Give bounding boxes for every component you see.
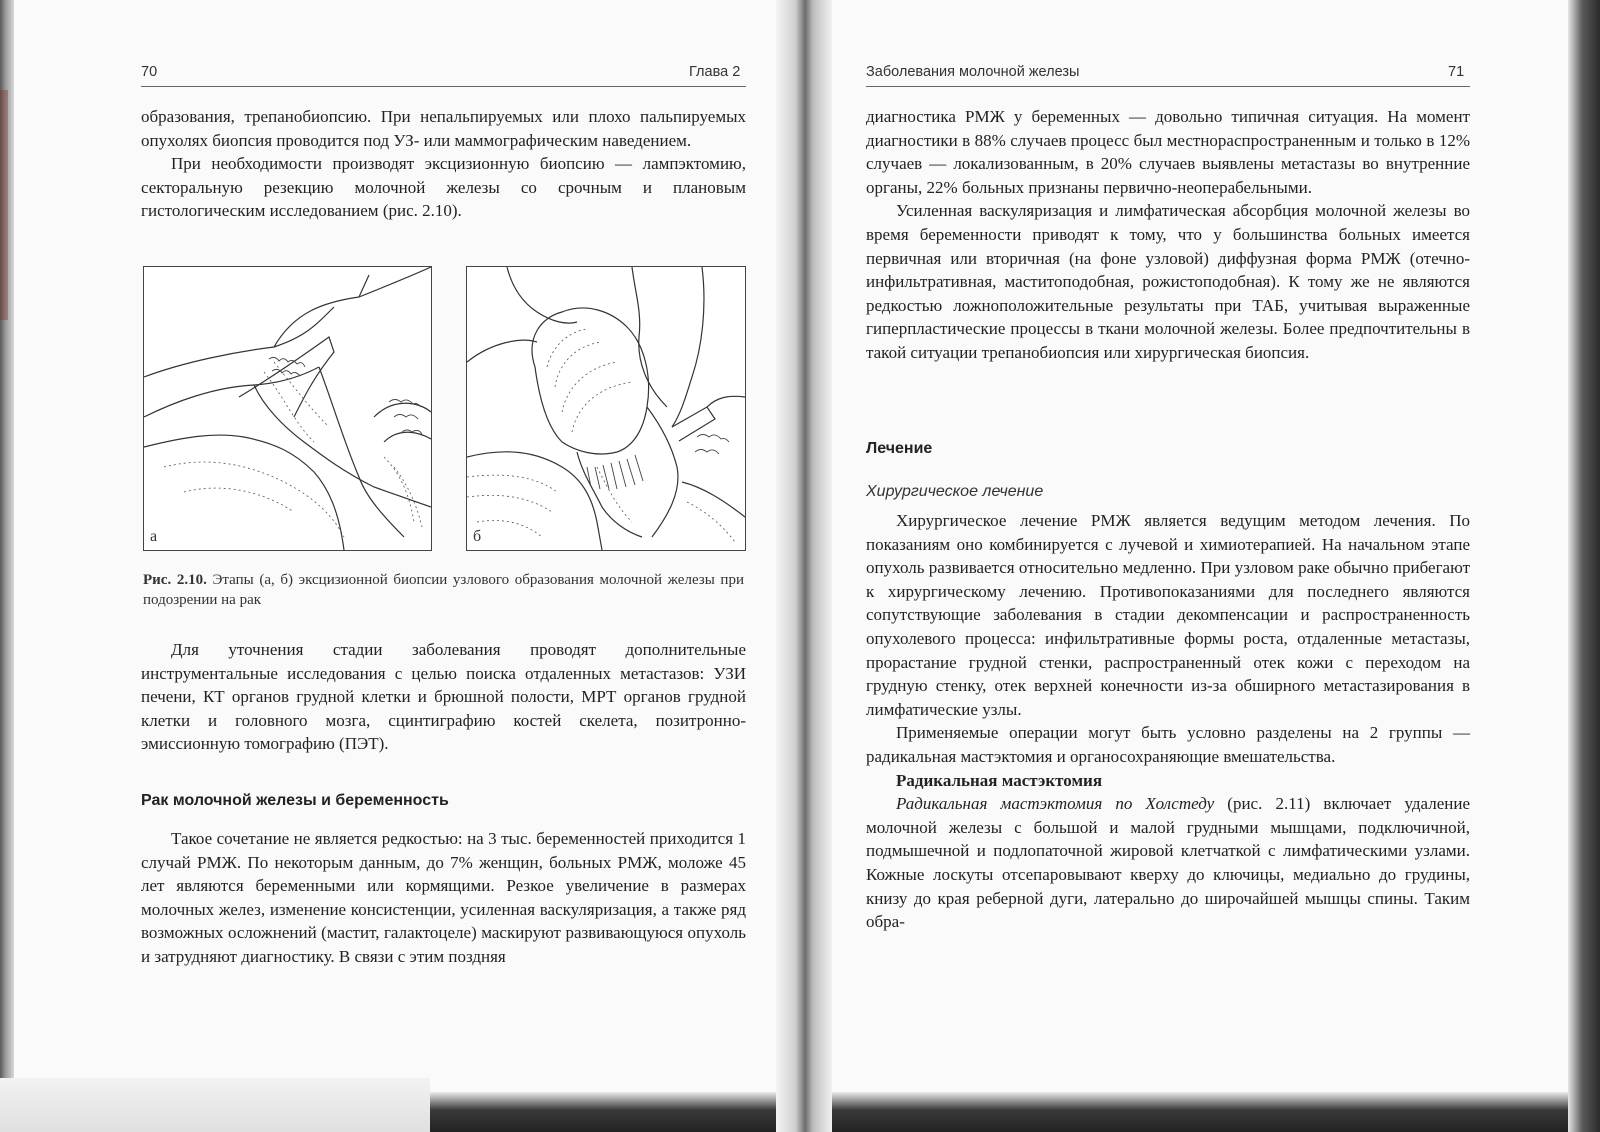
- figure-panel-label: а: [150, 528, 158, 545]
- page-number-left: 70: [141, 64, 158, 80]
- left-page: [0, 0, 780, 1132]
- biopsy-illustration-a: [144, 267, 431, 550]
- running-head-right: Заболевания молочной железы: [866, 64, 1080, 80]
- paragraph: [866, 792, 1470, 934]
- paragraph: Такое сочетание не является редкостью: на 3 тыс. беременностей приходится 1 случай РМЖ. По некоторым данным, до 7% женщин, больных РМЖ, моложе 45 лет являются беременными или кормящими. Резкое увеличение в размерах молочных желез, изменение консистенции, усиленная васкуляризация, а также ряд возможных осложнений (мастит, галактоцеле) маскируют развивающуюся опухоль и затрудняют диагностику. В связи с этим поздняя: [141, 829, 746, 966]
- paragraph: Применяемые операции могут быть условно разделены на 2 группы — радикальная мастэктомия и органосохраняющие вмешательства.: [866, 723, 1470, 766]
- figure-panel-label: б: [473, 528, 482, 545]
- text-block-right-bottom: [866, 509, 1470, 934]
- figure-caption-text: Этапы (а, б) эксцизионной биопсии узлового образования молочной железы при подозрении на рак: [143, 572, 744, 608]
- subsection-heading: Хирургическое лечение: [866, 483, 1044, 500]
- page-number-right: 71: [1448, 64, 1465, 80]
- paragraph: При необходимости производят эксцизионную биопсию — лампэктомию, секторальную резекцию молочной железы со срочным и плановым гистологическим исследованием (рис. 2.10).: [141, 154, 746, 221]
- biopsy-illustration-b: [467, 267, 745, 550]
- section-heading: Рак молочной железы и беременность: [141, 792, 449, 809]
- header-rule-right: [866, 86, 1470, 87]
- paragraph-heading: Радикальная мастэктомия: [896, 770, 1103, 790]
- paragraph: диагностика РМЖ у беременных — довольно типичная ситуация. На момент диагностики в 88% случаев процесс был местнораспространенным и только в 12% случаев — локализованным, в 20% случаев выявлены метастазы во внутренние органы, 22% больных признаны первично-неоперабельными.: [866, 107, 1470, 197]
- text-block-left-middle: [141, 638, 746, 756]
- paragraph: Хирургическое лечение РМЖ является ведущим методом лечения. По показаниям оно комбинируется с лучевой и химиотерапией. На начальном этапе опухоль развивается относительно медленно. При узловом раке обычно прибегают к хирургическому лечению. Противопоказаниями для последнего являются сопутствующие заболевания в стадии декомпенсации и распространенность опухолевого процесса: инфильтративные формы роста, отдаленные метастазы, прорастание грудной стенки, распространенный отек кожи с переходом на грудную стенку, отек верхней конечности из-за обширного метастазирования в лимфатические узлы.: [866, 511, 1470, 719]
- figure-panel-b: [466, 266, 746, 551]
- text-block-left-bottom: [141, 827, 746, 969]
- text-block-left-top: [141, 105, 746, 223]
- text-block-right-top: [866, 105, 1470, 365]
- figure-panel-a: [143, 266, 432, 551]
- paragraph-text: (рис. 2.11) включает удаление молочной железы с большой и малой грудными мышцами, подключичной, подмышечной и подлопаточной жировой клетчаткой с лимфатическими узлами. Кожные лоскуты отсепаровывают кверху до ключицы, медиально до грудины, книзу до края реберной дуги, латерально до широчайшей мышцы спины. Таким обра-: [866, 794, 1470, 932]
- header-rule-left: [141, 86, 746, 87]
- right-page: [820, 0, 1580, 1132]
- figure-caption: [143, 570, 744, 610]
- paragraph: Для уточнения стадии заболевания проводят дополнительные инструментальные исследования с целью поиска отдаленных метастазов: УЗИ печени, КТ органов грудной клетки и брюшной полости, МРТ органов грудной клетки и головного мозга, сцинтиграфию костей скелета, позитронно-эмиссионную томографию (ПЭТ).: [141, 640, 746, 754]
- paragraph: образования, трепанобиопсию. При непальпируемых или плохо пальпируемых опухолях биопсия проводится под УЗ- или маммографическим наведением.: [141, 107, 746, 150]
- paragraph: Усиленная васкуляризация и лимфатическая абсорбция молочной железы во время беременности приводят к тому, что у большинства больных имеется первичная или вторичная (на фоне узловой) диффузная форма РМЖ (отечно-инфильтративная, маститоподобная, рожистоподобная). К тому же не являются редкостью ложноположительные результаты при ТАБ, учитывая выраженные гиперпластические процессы в ткани молочной железы. Более предпочтительны в такой ситуации трепанобиопсия или хирургическая биопсия.: [866, 201, 1470, 362]
- figure-caption-number: Рис. 2.10.: [143, 572, 207, 588]
- running-head-left: Глава 2: [689, 64, 741, 80]
- section-heading: Лечение: [866, 440, 933, 457]
- italic-term: Радикальная мастэктомия по Холстеду: [896, 794, 1215, 814]
